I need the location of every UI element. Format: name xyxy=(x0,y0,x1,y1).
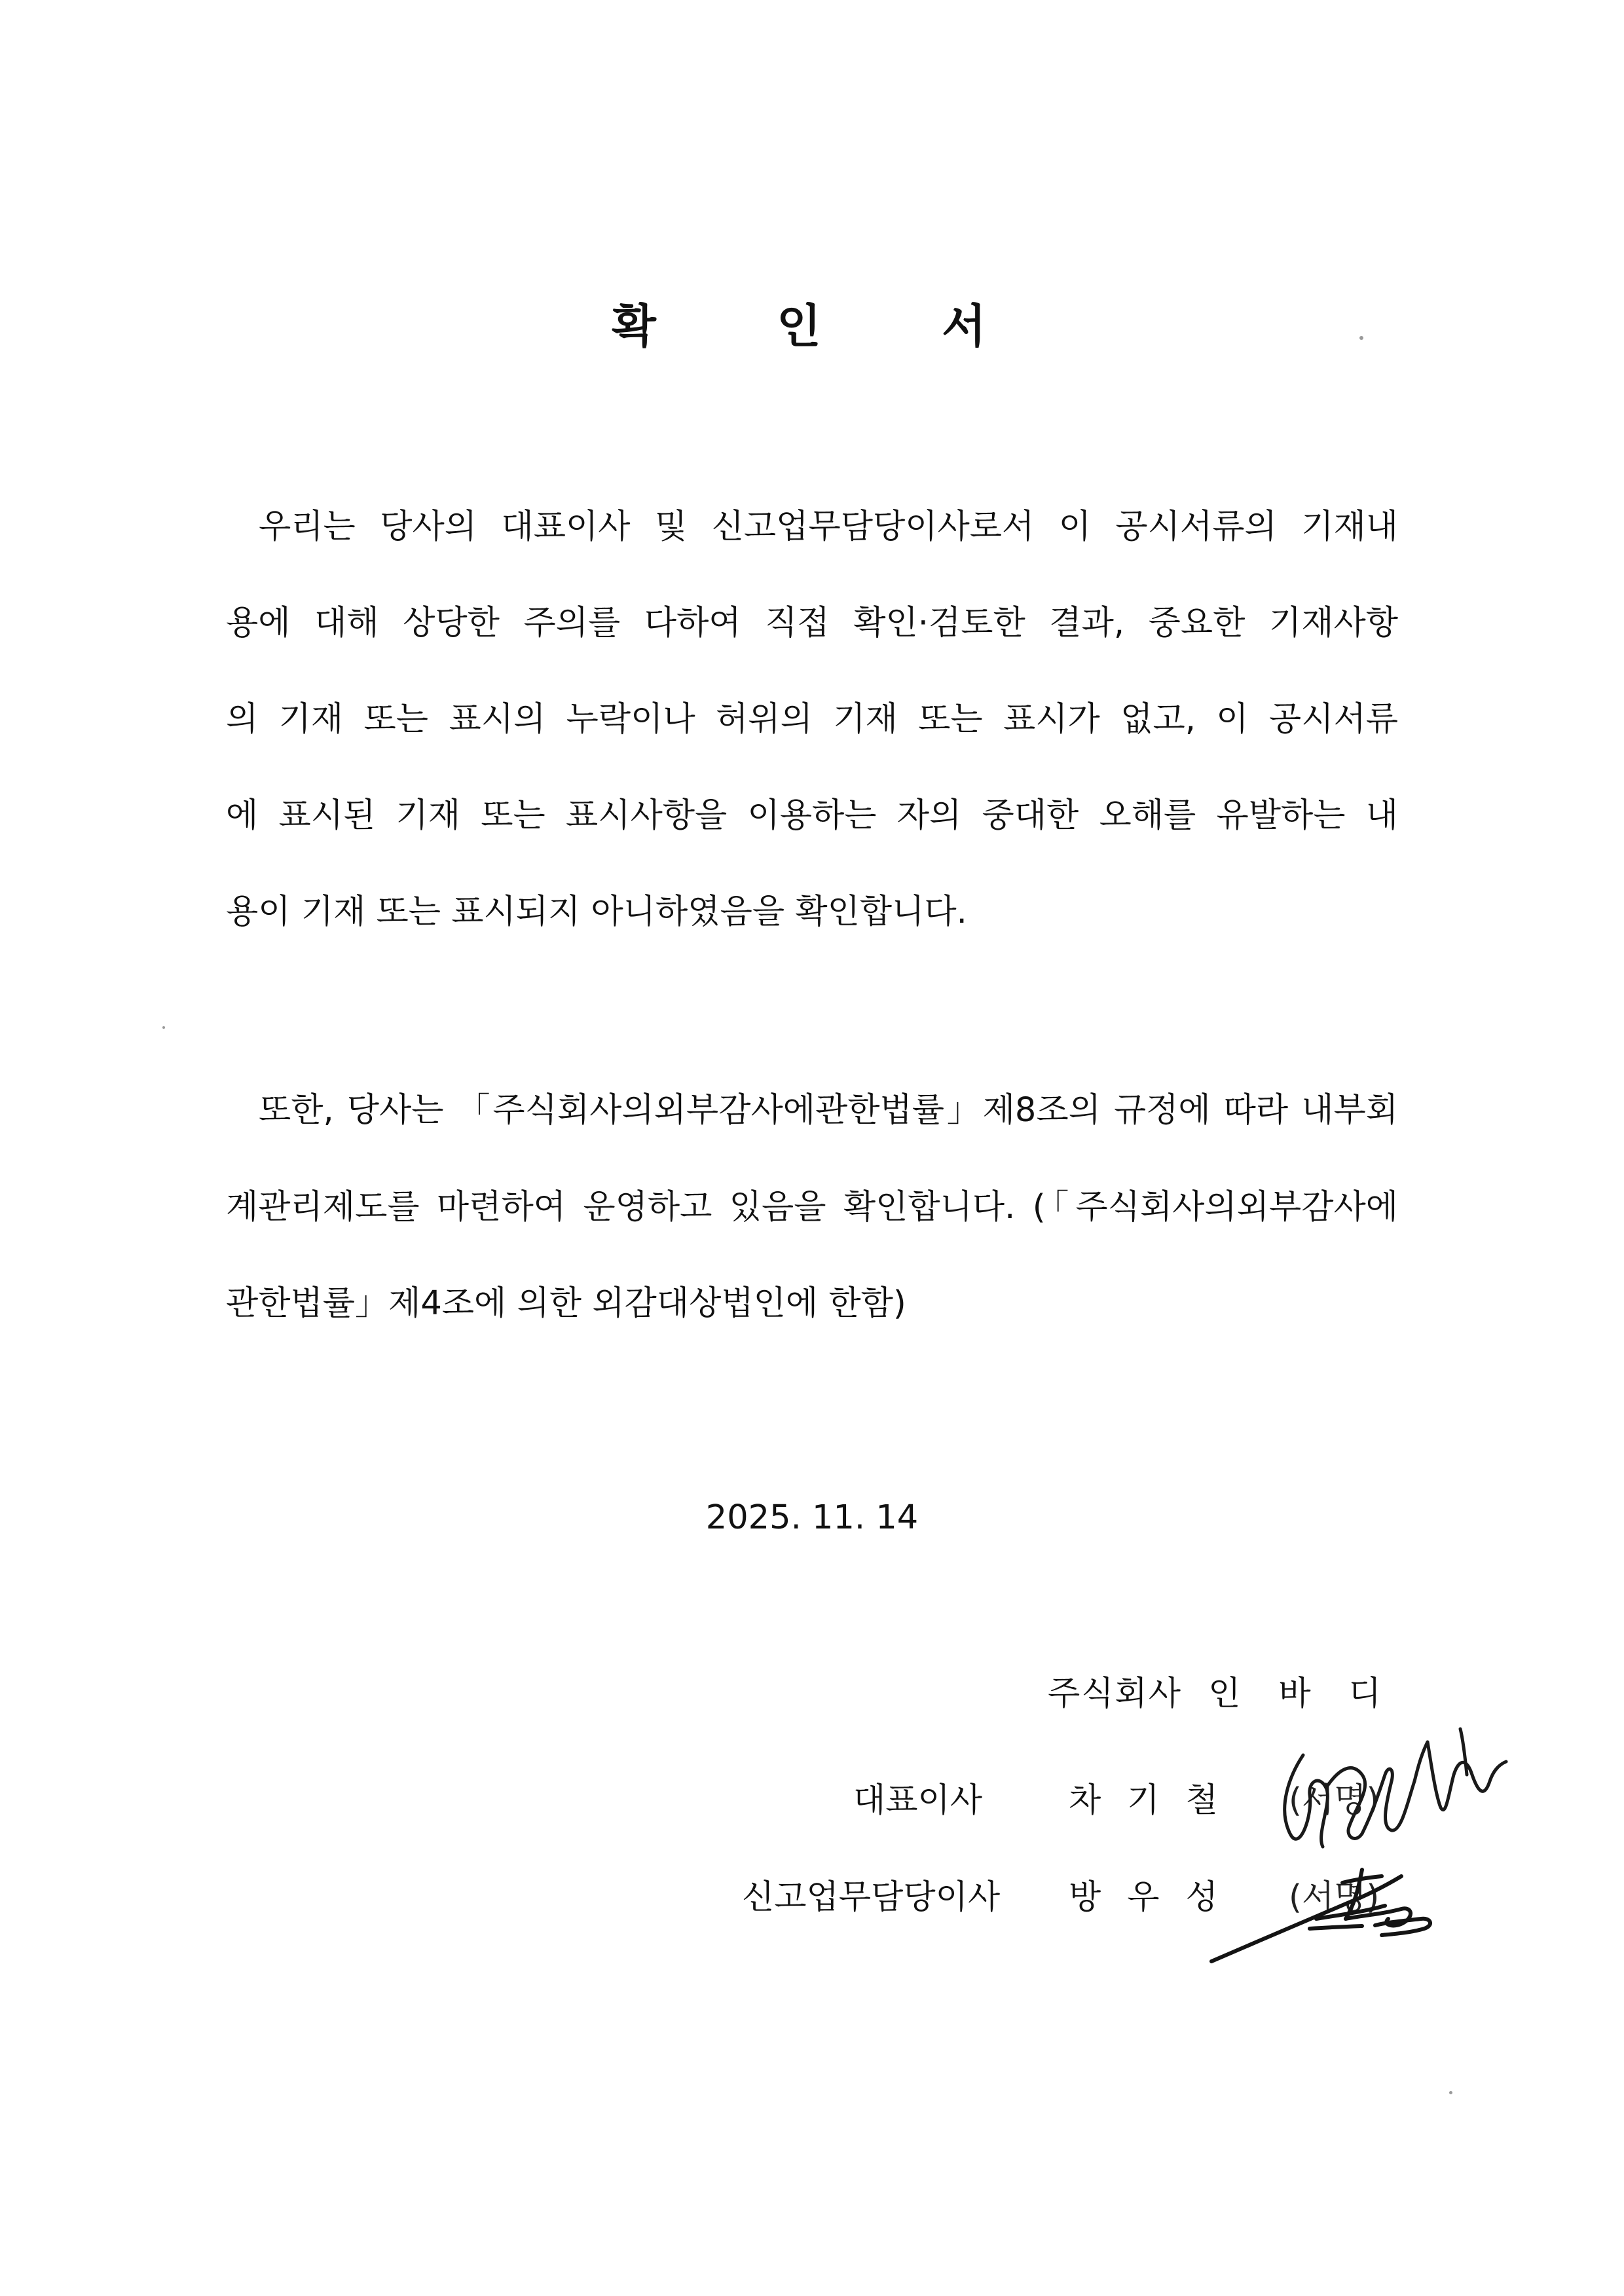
company-title: 인바디 xyxy=(1208,1675,1419,1713)
signatory-name: 방우성 xyxy=(1069,1878,1244,1917)
scan-speck xyxy=(162,1026,165,1029)
document-title: 확 인 서 xyxy=(612,299,1039,353)
paragraph-1-line-2: 용에 대해 상당한 주의를 다하여 직접 확인·검토한 결과, 중요한 기재사항 xyxy=(226,604,1398,642)
paragraph-1-line-3: 의 기재 또는 표시의 누락이나 허위의 기재 또는 표시가 없고, 이 공시서류 xyxy=(226,700,1398,739)
paragraph-1-line-5: 용이 기재 또는 표시되지 아니하였음을 확인합니다. xyxy=(226,893,967,931)
paragraph-2-line-1: 또한, 당사는 「주식회사의외부감사에관한법률」제8조의 규정에 따라 내부회 xyxy=(259,1091,1398,1130)
scan-speck xyxy=(1359,336,1363,340)
signatory-name: 차기철 xyxy=(1069,1781,1244,1820)
signatory-role: 신고업무담당이사 xyxy=(742,1878,1001,1917)
paragraph-2-line-3: 관한법률」제4조에 의한 외감대상법인에 한함) xyxy=(226,1284,906,1323)
scan-speck xyxy=(1449,2091,1452,2094)
paragraph-1-line-1: 우리는 당사의 대표이사 및 신고업무담당이사로서 이 공시서류의 기재내 xyxy=(259,508,1398,546)
paragraph-2-line-2: 계관리제도를 마련하여 운영하고 있음을 확인합니다. (「주식회사의외부감사에 xyxy=(226,1188,1398,1227)
company-prefix: 주식회사 xyxy=(1048,1675,1183,1713)
signatory-ceo xyxy=(0,1778,1624,1830)
paragraph-1-line-4: 에 표시된 기재 또는 표시사항을 이용하는 자의 중대한 오해를 유발하는 내 xyxy=(226,796,1398,835)
signatory-role: 대표이사 xyxy=(853,1781,983,1820)
company-name xyxy=(1048,1671,1419,1717)
signatory-disclosure-director xyxy=(0,1875,1624,1927)
signatory-seal: (서명) xyxy=(1289,1878,1380,1917)
document-date: 2025. 11. 14 xyxy=(705,1498,919,1537)
signatory-seal: (서명) xyxy=(1289,1781,1380,1820)
